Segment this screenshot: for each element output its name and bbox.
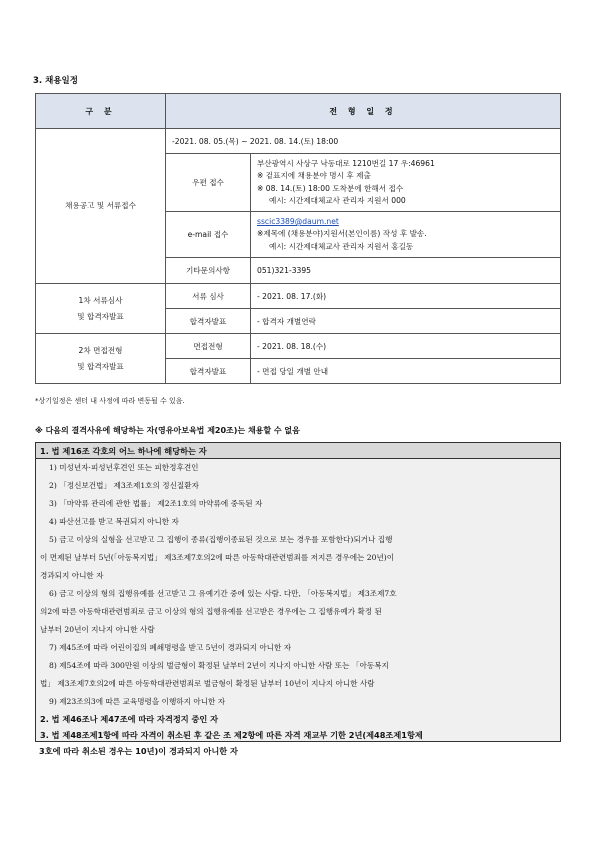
list-item: 8) 제54조에 따라 300만원 이상의 벌금형이 확정된 날부터 2년이 지나지 아니한 사람 또는 「아동복지 bbox=[49, 661, 389, 670]
post-details bbox=[251, 154, 561, 212]
email-label: e-mail 접수 bbox=[166, 212, 251, 258]
item3-title-line2: 3호에 따라 취소된 경우는 10년)이 경과되지 아니한 자 bbox=[39, 746, 238, 756]
item3-title-line1: 3. 법 제48조제1항에 따라 자격이 취소된 후 같은 조 제2항에 따른 자격 재교부 기한 2년(제48조제1항제 bbox=[40, 730, 423, 740]
row-label-line: 및 합격자발표 bbox=[77, 311, 124, 321]
row-label-document-screening bbox=[36, 284, 166, 334]
post-note-1: ※ 겉표지에 채용분야 명시 후 제출 bbox=[257, 171, 371, 180]
schedule-table bbox=[35, 93, 561, 384]
doc-review-value: - 2021. 08. 17.(화) bbox=[251, 284, 561, 309]
list-item: 2) 「정신보건법」 제3조제1호의 정신질환자 bbox=[49, 481, 199, 490]
list-item: 3) 「마약류 관리에 관한 법률」 제2조1호의 마약류에 중독된 자 bbox=[49, 499, 263, 508]
list-item: 날부터 20년이 지나지 아니한 사람 bbox=[40, 625, 155, 634]
table-header-row bbox=[36, 94, 561, 129]
announce2-label: 합격자발표 bbox=[166, 359, 251, 384]
list-item: 이 면제된 날부터 5년(「아동복지법」 제3조제7호의2에 따른 아동학대관련범죄를 저지른 경우에는 20년)이 bbox=[40, 553, 395, 562]
list-item: 법」 제3조제7호의2에 따른 아동학대관련범죄로 벌금형이 확정된 날부터 10년이 지나지 아니한 사람 bbox=[40, 679, 375, 688]
list-item: 의2에 따른 아동학대관련범죄로 금고 이상의 형의 집행유예를 선고받은 경우에는 그 집행유예가 확정 된 bbox=[40, 607, 382, 616]
email-details bbox=[251, 212, 561, 258]
row-label-line: 및 합격자발표 bbox=[77, 361, 124, 371]
list-item: 6) 금고 이상의 형의 집행유예를 선고받고 그 유예기간 중에 있는 사람. 다만, 「아동복지법」 제3조제7호 bbox=[49, 589, 397, 598]
post-example: 예시: 시간제대체교사 관리자 지원서 000 bbox=[269, 196, 406, 205]
recruitment-period: -2021. 08. 05.(목) ~ 2021. 08. 14.(토) 18:00 bbox=[166, 129, 561, 154]
section-title: 3. 채용일정 bbox=[33, 76, 78, 86]
item2-title: 2. 법 제46조나 제47조에 따라 자격정지 중인 자 bbox=[40, 714, 219, 724]
post-label: 우편 접수 bbox=[166, 154, 251, 212]
header-category: 구 분 bbox=[36, 94, 166, 129]
inquiry-value: 051)321-3395 bbox=[251, 258, 561, 284]
post-address: 부산광역시 사상구 낙동대로 1210번길 17 우:46961 bbox=[257, 158, 435, 168]
inquiry-label: 기타문의사항 bbox=[166, 258, 251, 284]
disqualification-title: ※ 다음의 결격사유에 해당하는 자(영유아보육법 제20조)는 채용할 수 없음 bbox=[35, 426, 300, 435]
interview-value: - 2021. 08. 18.(수) bbox=[251, 334, 561, 359]
item1-title: 1. 법 제16조 각호의 어느 하나에 해당하는 자 bbox=[40, 446, 207, 456]
row-label-interview bbox=[36, 334, 166, 384]
announce2-value: - 면접 당일 개별 안내 bbox=[251, 359, 561, 384]
announce1-value: - 합격자 개별연락 bbox=[251, 309, 561, 334]
list-item: 경과되지 아니한 자 bbox=[40, 571, 104, 580]
table-row bbox=[36, 129, 561, 154]
list-item: 1) 미성년자·피성년후견인 또는 피한정후견인 bbox=[49, 463, 199, 472]
list-item: 4) 파산선고를 받고 복권되지 아니한 자 bbox=[49, 517, 179, 526]
row-label-recruitment: 채용공고 및 서류접수 bbox=[36, 129, 166, 284]
disqualification-box bbox=[35, 442, 561, 742]
interview-label: 면접전형 bbox=[166, 334, 251, 359]
header-schedule: 전 형 일 정 bbox=[166, 94, 561, 129]
row-label-line: 1차 서류심사 bbox=[78, 295, 123, 305]
row-label-line: 2차 면접전형 bbox=[78, 345, 123, 355]
email-note: ※제목에 (채용분야)지원서(본인이름) 작성 후 발송. bbox=[257, 229, 427, 239]
list-item: 5) 금고 이상의 실형을 선고받고 그 집행이 종류(집행이종료된 것으로 보는 경우를 포함한다)되거나 집행 bbox=[49, 535, 393, 544]
email-example: 예시: 시간제대체교사 관리자 지원서 홍길동 bbox=[269, 241, 414, 251]
post-note-2: ※ 08. 14.(토) 18:00 도착분에 한해서 접수 bbox=[257, 183, 404, 193]
doc-review-label: 서류 심사 bbox=[166, 284, 251, 309]
schedule-note: *상기일정은 센터 내 사정에 따라 변동될 수 있음. bbox=[35, 397, 185, 405]
email-address-link[interactable]: sscic3389@daum.net bbox=[257, 216, 339, 226]
announce1-label: 합격자발표 bbox=[166, 309, 251, 334]
list-item: 7) 제45조에 따라 어린이집의 폐쇄명령을 받고 5년이 경과되지 아니한 자 bbox=[49, 643, 292, 652]
table-row bbox=[36, 334, 561, 359]
list-item: 9) 제23조의3에 따른 교육명령을 이행하지 아니한 자 bbox=[49, 697, 226, 706]
table-row bbox=[36, 284, 561, 309]
